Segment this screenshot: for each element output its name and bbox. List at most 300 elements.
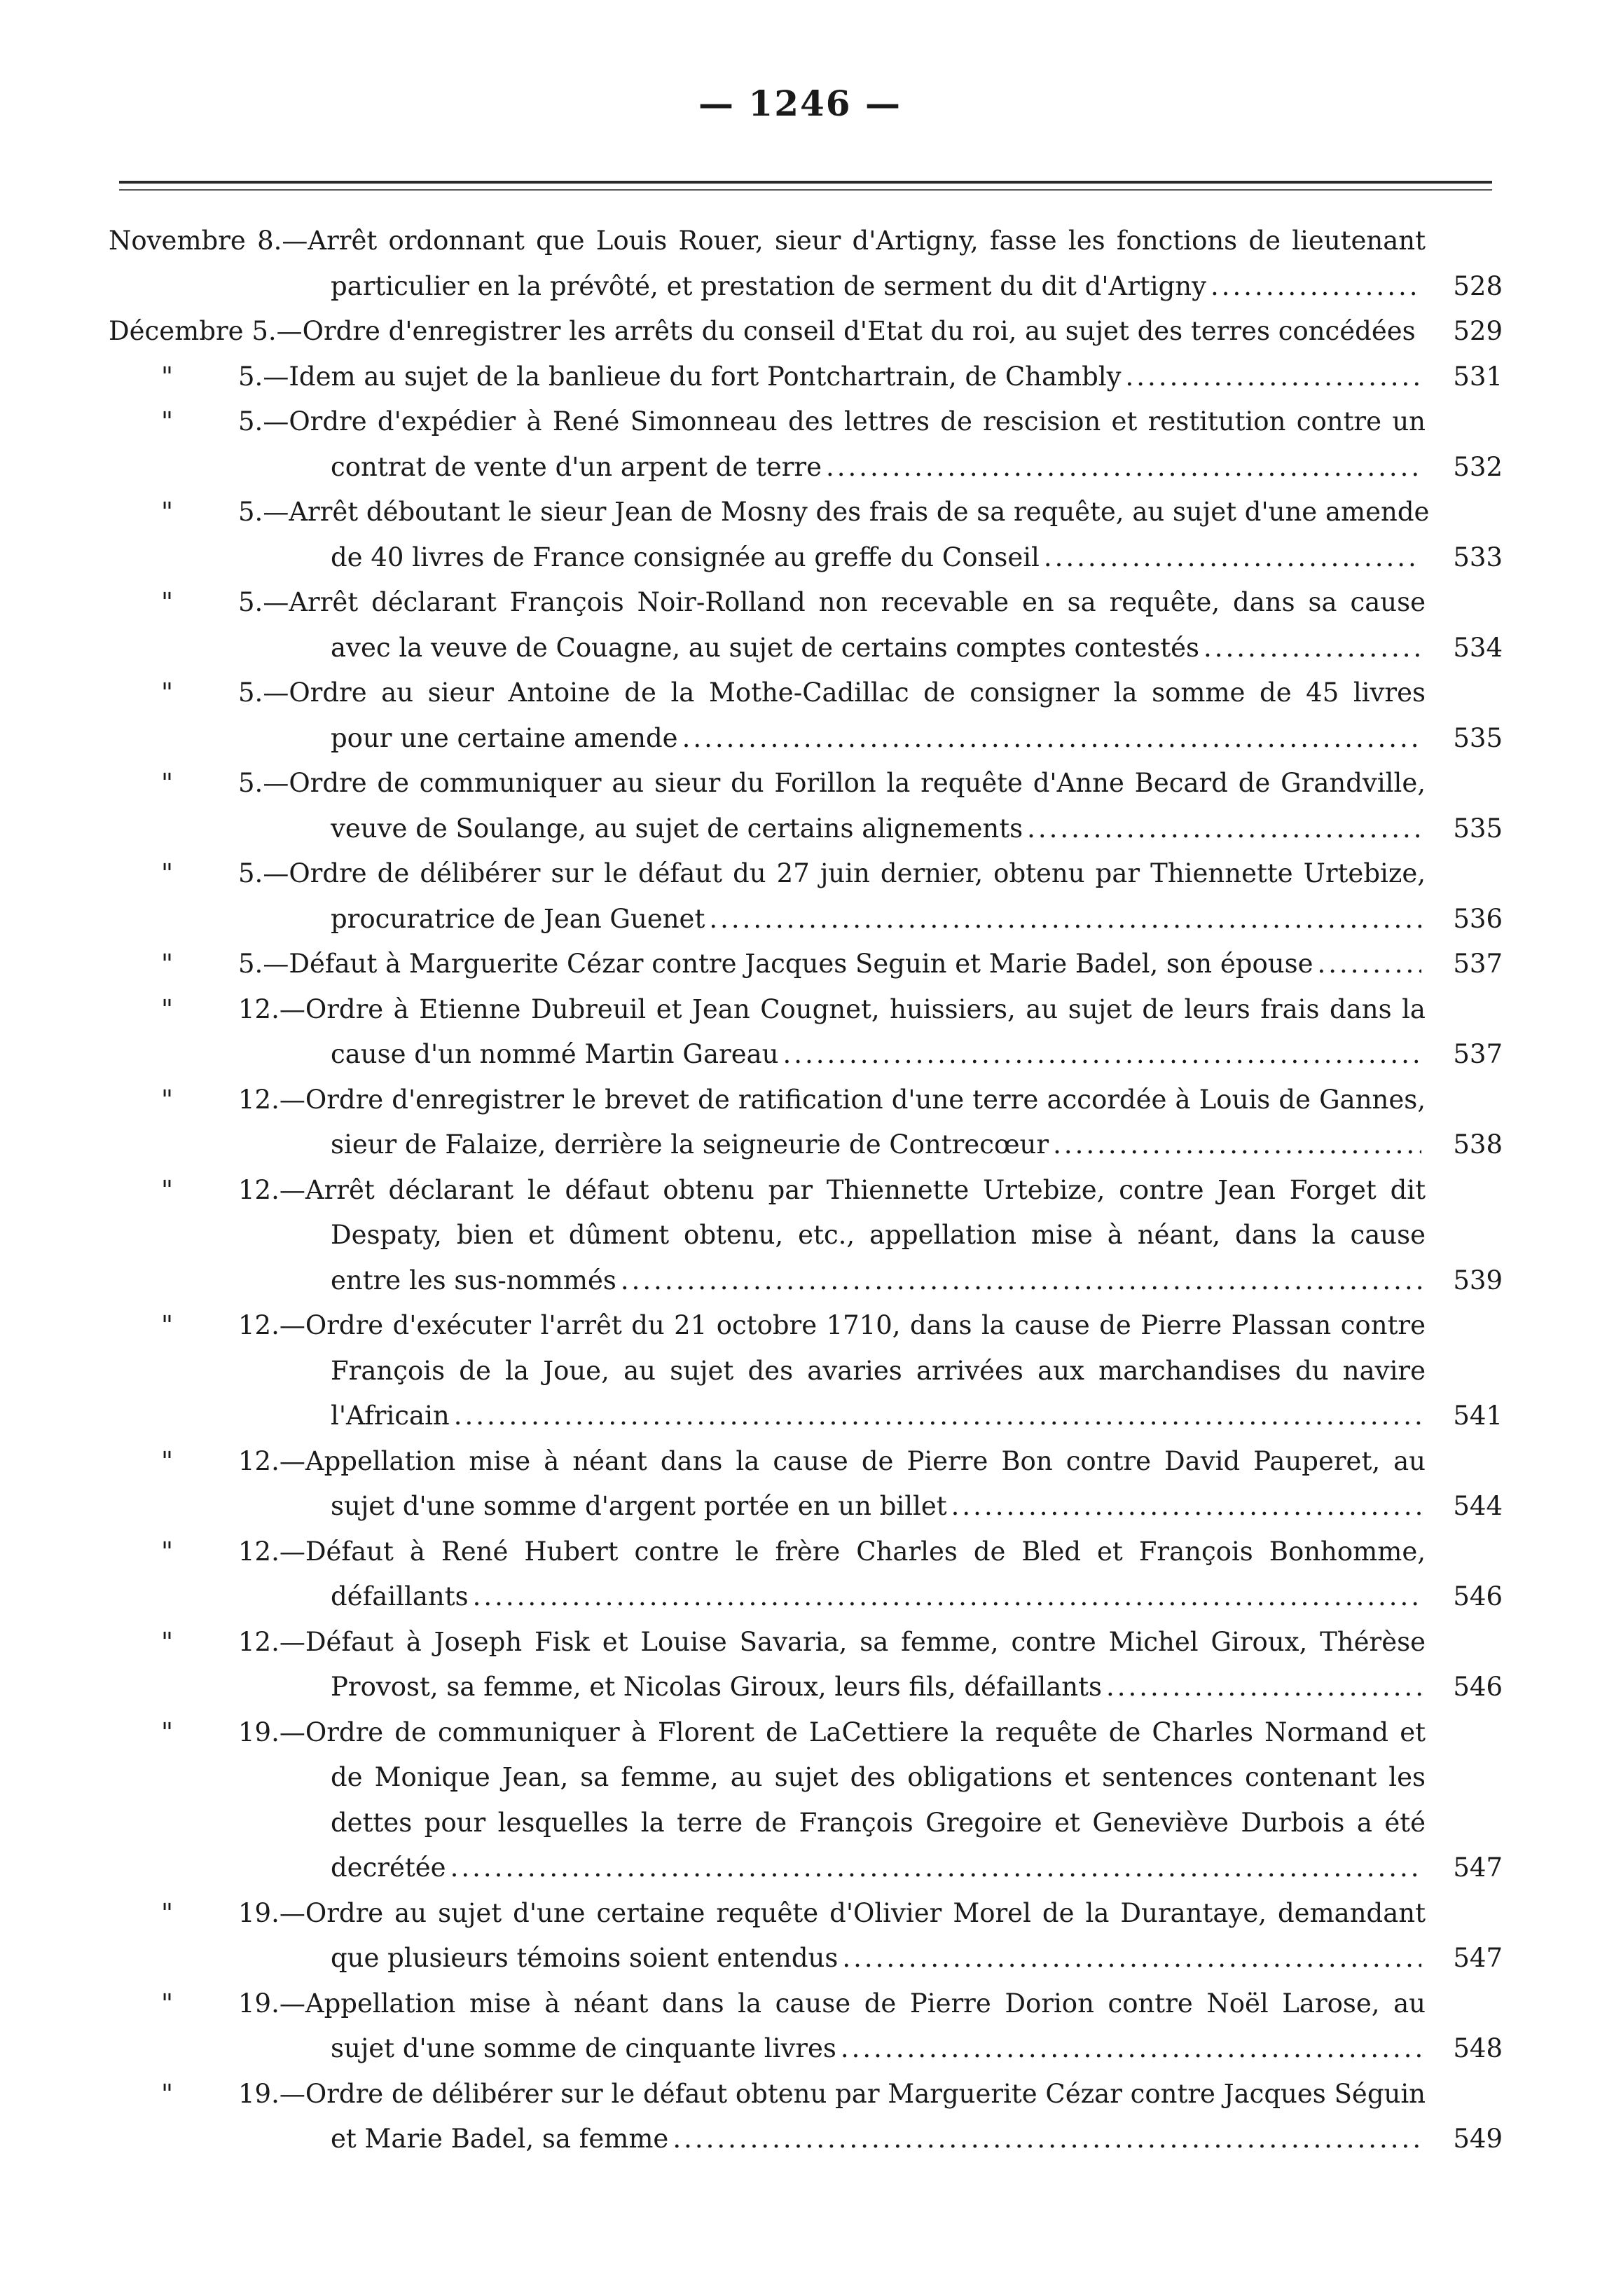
entry-continuation-line (331, 1755, 1426, 1801)
entry-first-line (109, 1981, 1426, 2027)
entry-21 (0, 2072, 1600, 2162)
entry-first-line (109, 1303, 1426, 1349)
entry-month: " (161, 678, 174, 708)
entry-leader-row (331, 1394, 1426, 1439)
entry-leader-row (331, 264, 1426, 310)
entry-16 (0, 1529, 1600, 1620)
entry-page-number: 546 (1453, 1672, 1503, 1702)
entry-leader-row (331, 2026, 1426, 2072)
entry-month: " (161, 587, 174, 617)
entry-line (0, 1936, 1600, 1981)
dot-leader (1027, 806, 1421, 852)
entry-line (0, 1168, 1600, 1214)
entry-day: 12 (238, 1536, 272, 1567)
entry-text: Défaut à Joseph Fisk et Louise Savaria, sa femme, contre Michel Giroux, Thérèse (305, 1626, 1426, 1657)
entry-first-line (109, 1078, 1426, 1123)
entry-dash: — (282, 226, 308, 256)
entry-first-line (109, 987, 1426, 1033)
entry-day: 5 (238, 768, 255, 798)
header-rule-thin (119, 189, 1492, 191)
entry-date: " 19.— (109, 1898, 305, 1928)
entry-continuation-line (331, 1845, 1426, 1891)
entry-9 (0, 851, 1600, 942)
entry-dash: — (279, 1084, 305, 1115)
header-rule (119, 181, 1492, 184)
entry-text: que plusieurs témoins soient entendus (331, 1943, 839, 1973)
entry-first-line (109, 1891, 1426, 1937)
entry-7 (0, 671, 1600, 761)
entry-15 (0, 1439, 1600, 1529)
entry-first-line (109, 1529, 1426, 1575)
entry-dash: — (279, 994, 305, 1024)
entry-date: " 5.— (109, 587, 289, 617)
entry-first-line (109, 580, 1426, 626)
entry-date: " 12.— (109, 1175, 305, 1205)
entry-month: " (161, 1897, 174, 1928)
entry-day: 5 (238, 497, 255, 527)
entry-date: " 19.— (109, 2079, 305, 2109)
entry-first-line (109, 1620, 1426, 1665)
entry-line (0, 1755, 1600, 1801)
entry-date: " 5.— (109, 768, 289, 798)
entry-leader-row (109, 309, 1426, 355)
entry-month: " (161, 1445, 174, 1476)
entry-19 (0, 1891, 1600, 1981)
entry-5 (0, 490, 1600, 580)
entry-dash: — (263, 949, 289, 979)
entry-day: 12 (238, 1626, 272, 1657)
entry-month: " (161, 1174, 174, 1205)
entry-leader-row (331, 2117, 1426, 2162)
entry-text: Ordre d'expédier à René Simonneau des lettres de rescision et restitution contre un (289, 406, 1426, 436)
entry-date: Décembre 5.— (109, 316, 303, 346)
entry-day: 8 (257, 226, 274, 256)
entry-month: " (161, 1717, 174, 1747)
entry-text: Ordre d'enregistrer le brevet de ratification d'une terre accordée à Louis de Gannes, (305, 1084, 1426, 1115)
entry-page-number: 549 (1453, 2124, 1503, 2154)
entry-3 (0, 355, 1600, 400)
entry-continuation-line (331, 1665, 1426, 1710)
dot-leader (1420, 309, 1421, 355)
entry-line (0, 1981, 1600, 2027)
entry-day: 5 (238, 406, 255, 436)
entry-text: sujet d'une somme d'argent portée en un billet (331, 1491, 947, 1521)
entry-continuation-line (331, 1258, 1426, 1304)
entry-month: " (161, 1536, 174, 1567)
entry-line (0, 1349, 1600, 1394)
entry-first-line (109, 2072, 1426, 2117)
entry-continuation-line (331, 445, 1426, 490)
entry-line (0, 445, 1600, 490)
entry-text: decrétée (331, 1852, 446, 1883)
entry-date: " 12.— (109, 1310, 305, 1340)
entry-8 (0, 761, 1600, 851)
entry-continuation-line (331, 1936, 1426, 1981)
entry-dash: — (279, 2078, 305, 2109)
entry-text: Ordre d'exécuter l'arrêt du 21 octobre 1710, dans la cause de Pierre Plassan contre (305, 1310, 1426, 1340)
entry-text: avec la veuve de Couagne, au sujet de certains comptes contestés (331, 632, 1200, 663)
entry-17 (0, 1620, 1600, 1710)
entry-leader-row (331, 1122, 1426, 1168)
entry-text: sujet d'une somme de cinquante livres (331, 2033, 836, 2063)
entry-line (0, 264, 1600, 310)
entry-page-number: 529 (1453, 316, 1503, 346)
dot-leader (473, 1574, 1421, 1620)
entry-day: 12 (238, 1445, 272, 1476)
entry-text: Ordre de délibérer sur le défaut du 27 juin dernier, obtenu par Thiennette Urtebize, (289, 858, 1426, 888)
entry-day: 19 (238, 1717, 272, 1747)
dot-leader (673, 2117, 1421, 2162)
entry-month: Décembre (109, 316, 244, 346)
entry-page-number: 548 (1453, 2033, 1503, 2063)
entry-page-number: 528 (1453, 270, 1503, 301)
entry-leader-row (331, 806, 1426, 852)
dot-leader (842, 1936, 1421, 1981)
entry-month: " (161, 994, 174, 1024)
entry-line (0, 1122, 1600, 1168)
entry-dash: — (279, 1897, 305, 1928)
entry-text: Ordre à Etienne Dubreuil et Jean Cougnet, huissiers, au sujet de leurs frais dans la (305, 994, 1426, 1024)
dot-leader (621, 1258, 1421, 1304)
entry-dash: — (263, 406, 289, 436)
entry-text: François de la Joue, au sujet des avaries arrivées aux marchandises du navire (331, 1355, 1426, 1386)
entry-date: " 5.— (109, 497, 289, 527)
entry-leader-row (331, 716, 1426, 762)
entry-dash: — (263, 858, 289, 888)
entry-month: " (161, 1310, 174, 1340)
entry-date: " 5.— (109, 949, 289, 979)
entry-line (0, 2026, 1600, 2072)
entry-page-number: 541 (1453, 1401, 1503, 1431)
entry-date: " 5.— (109, 858, 289, 888)
entry-page-number: 532 (1453, 451, 1503, 482)
entry-leader-row (331, 1936, 1426, 1981)
entry-day: 19 (238, 1988, 272, 2019)
entry-text: dettes pour lesquelles la terre de François Gregoire et Geneviève Durbois a été (331, 1807, 1426, 1838)
entry-leader-row (331, 1258, 1426, 1304)
entry-page-number: 538 (1453, 1129, 1503, 1160)
entry-page-number: 546 (1453, 1581, 1503, 1611)
dot-leader (951, 1484, 1421, 1529)
entry-day: 12 (238, 1174, 272, 1205)
entry-day: 12 (238, 1310, 272, 1340)
entry-continuation-line (331, 1574, 1426, 1620)
entry-text: Défaut à René Hubert contre le frère Charles de Bled et François Bonhomme, (305, 1536, 1426, 1567)
entry-1 (0, 219, 1600, 309)
entry-2 (0, 309, 1600, 355)
entry-text: et Marie Badel, sa femme (331, 2124, 669, 2154)
entry-line (0, 671, 1600, 716)
entry-first-line (109, 399, 1426, 445)
entry-first-line (109, 851, 1426, 897)
entry-text: de Monique Jean, sa femme, au sujet des obligations et sentences contenant les (331, 1762, 1426, 1792)
entry-month: " (161, 1084, 174, 1115)
entry-dash: — (279, 1310, 305, 1340)
entry-line (0, 1710, 1600, 1756)
dot-leader (1204, 626, 1421, 671)
entry-text: Arrêt déclarant le défaut obtenu par Thiennette Urtebize, contre Jean Forget dit (305, 1174, 1426, 1205)
entry-text: sieur de Falaize, derrière la seigneurie de Contrecœur (331, 1129, 1049, 1160)
entry-line (0, 1032, 1600, 1078)
entry-line (0, 399, 1600, 445)
dot-leader (1126, 355, 1421, 400)
entry-line (0, 355, 1600, 400)
entry-line (0, 1845, 1600, 1891)
entry-day: 5 (238, 361, 255, 392)
entry-leader-row (331, 1484, 1426, 1529)
entry-text: défaillants (331, 1581, 469, 1611)
entry-leader-row (331, 535, 1426, 581)
entry-leader-row (331, 1574, 1426, 1620)
entry-continuation-line (331, 806, 1426, 852)
entry-first-line (109, 1439, 1426, 1485)
entry-first-line (109, 355, 1426, 400)
entry-dash: — (279, 1536, 305, 1567)
entry-continuation-line (331, 1394, 1426, 1439)
entry-date: Novembre 8.— (109, 226, 308, 256)
entry-text: particulier en la prévôté, et prestation de serment du dit d'Artigny (331, 270, 1207, 301)
entry-text: Arrêt déboutant le sieur Jean de Mosny des frais de sa requête, au sujet d'une amende (289, 497, 1430, 527)
entry-13 (0, 1168, 1600, 1304)
entry-4 (0, 399, 1600, 490)
entry-date: " 5.— (109, 406, 289, 436)
entry-day: 5 (238, 587, 255, 617)
entry-line (0, 2117, 1600, 2162)
entry-dash: — (279, 1626, 305, 1657)
entry-text: Idem au sujet de la banlieue du fort Pontchartrain, de Chambly (289, 361, 1122, 392)
entry-text: Arrêt déclarant François Noir-Rolland non recevable en sa requête, dans sa cause (289, 587, 1426, 617)
entry-day: 19 (238, 2078, 272, 2109)
entry-first-line (109, 942, 1426, 987)
entry-first-line (109, 671, 1426, 716)
entry-text: Ordre d'enregistrer les arrêts du conseil d'Etat du roi, au sujet des terres concédées (302, 316, 1416, 346)
entry-month: " (161, 1988, 174, 2019)
entry-month: " (161, 768, 174, 798)
entry-month: " (161, 949, 174, 979)
entry-line (0, 1213, 1600, 1258)
entry-continuation-line (331, 1213, 1426, 1258)
entry-day: 5 (238, 858, 255, 888)
entry-leader-row (109, 942, 1426, 987)
entry-page-number: 544 (1453, 1491, 1503, 1521)
entry-dash: — (263, 587, 289, 617)
entry-page-number: 547 (1453, 1852, 1503, 1883)
dot-leader (1106, 1665, 1421, 1710)
entry-line (0, 580, 1600, 626)
entry-day: 12 (238, 1084, 272, 1115)
entry-month: " (161, 2078, 174, 2109)
dot-leader (1317, 942, 1421, 987)
entry-line (0, 490, 1600, 535)
entry-continuation-line (331, 716, 1426, 762)
entry-14 (0, 1303, 1600, 1439)
entry-leader-row (331, 626, 1426, 671)
dot-leader (1044, 535, 1421, 581)
entry-text: de 40 livres de France consignée au greffe du Conseil (331, 542, 1040, 572)
entry-10 (0, 942, 1600, 987)
entry-continuation-line (331, 1484, 1426, 1529)
entry-dash: — (279, 1717, 305, 1747)
entry-day: 5 (238, 949, 255, 979)
entry-dash: — (279, 1445, 305, 1476)
entry-dash: — (279, 1988, 305, 2019)
entry-text: entre les sus-nommés (331, 1265, 616, 1295)
entry-line (0, 1078, 1600, 1123)
entry-line (0, 1484, 1600, 1529)
entry-day: 19 (238, 1897, 272, 1928)
entry-date: " 12.— (109, 1085, 305, 1115)
page-number-header: — 1246 — (698, 83, 902, 124)
entry-leader-row (109, 355, 1426, 400)
entry-line (0, 761, 1600, 806)
entry-line (0, 1891, 1600, 1937)
entry-first-line (109, 309, 1426, 355)
entry-continuation-line (331, 1032, 1426, 1078)
entry-month: " (161, 858, 174, 888)
entry-first-line (109, 761, 1426, 806)
entry-line (0, 309, 1600, 355)
entry-line (0, 851, 1600, 897)
entry-date: " 19.— (109, 1988, 305, 2019)
dot-leader (454, 1394, 1421, 1439)
entry-page-number: 535 (1453, 722, 1503, 753)
dot-leader (682, 716, 1421, 762)
entry-text: cause d'un nommé Martin Gareau (331, 1039, 779, 1069)
dot-leader (841, 2026, 1421, 2072)
entry-text: Ordre au sujet d'une certaine requête d'Olivier Morel de la Durantaye, demandant (305, 1897, 1426, 1928)
entry-month: " (161, 406, 174, 436)
dot-leader (1053, 1122, 1421, 1168)
entry-date: " 5.— (109, 678, 289, 708)
entry-line (0, 1574, 1600, 1620)
entry-page-number: 539 (1453, 1265, 1503, 1295)
entry-line (0, 942, 1600, 987)
entry-continuation-line (331, 1801, 1426, 1846)
entry-day: 5 (251, 316, 268, 346)
entry-dash: — (263, 768, 289, 798)
entry-line (0, 2072, 1600, 2117)
entry-text: Ordre de délibérer sur le défaut obtenu par Marguerite Cézar contre Jacques Séguin (305, 2078, 1426, 2109)
entry-month: " (161, 361, 174, 392)
entry-text: Arrêt ordonnant que Louis Rouer, sieur d'Artigny, fasse les fonctions de lieutenant (308, 226, 1426, 256)
entries-list (0, 219, 1600, 2162)
entry-dash: — (276, 316, 303, 346)
entry-month: Novembre (109, 226, 246, 256)
entry-day: 5 (238, 678, 255, 708)
entry-text: veuve de Soulange, au sujet de certains alignements (331, 813, 1023, 844)
entry-line (0, 535, 1600, 581)
entry-line (0, 1394, 1600, 1439)
entry-dash: — (263, 361, 289, 392)
entry-leader-row (331, 1032, 1426, 1078)
entry-line (0, 1258, 1600, 1304)
entry-date: " 5.— (109, 362, 289, 392)
entry-leader-row (331, 897, 1426, 942)
entry-line (0, 626, 1600, 671)
entry-dash: — (263, 678, 289, 708)
entry-continuation-line (331, 1122, 1426, 1168)
entry-20 (0, 1981, 1600, 2072)
entry-first-line (109, 1710, 1426, 1756)
entry-continuation-line (331, 626, 1426, 671)
entry-line (0, 987, 1600, 1033)
dot-leader (782, 1032, 1421, 1078)
entry-day: 12 (238, 994, 272, 1024)
entry-6 (0, 580, 1600, 671)
entry-page-number: 535 (1453, 813, 1503, 844)
entry-date: " 12.— (109, 1446, 305, 1476)
entry-text: Appellation mise à néant dans la cause de Pierre Bon contre David Pauperet, au (305, 1445, 1426, 1476)
entry-date: " 12.— (109, 1627, 305, 1657)
entry-dash: — (263, 497, 289, 527)
entry-line (0, 1665, 1600, 1710)
entry-page-number: 537 (1453, 949, 1503, 979)
entry-text: Défaut à Marguerite Cézar contre Jacques Seguin et Marie Badel, son épouse (289, 949, 1313, 979)
entry-11 (0, 987, 1600, 1078)
entry-continuation-line (331, 1349, 1426, 1394)
entry-line (0, 1620, 1600, 1665)
entry-12 (0, 1078, 1600, 1168)
entry-line (0, 219, 1600, 264)
entry-month: " (161, 497, 174, 527)
entry-continuation-line (331, 264, 1426, 310)
entry-page-number: 534 (1453, 632, 1503, 663)
entry-continuation-line (331, 2026, 1426, 2072)
entry-page-number: 547 (1453, 1943, 1503, 1973)
entry-line (0, 1439, 1600, 1485)
entry-dash: — (279, 1174, 305, 1205)
entry-first-line (109, 490, 1430, 535)
entry-date: " 12.— (109, 1537, 305, 1567)
entry-continuation-line (331, 897, 1426, 942)
entry-date: " 19.— (109, 1717, 305, 1747)
entry-text: Ordre de communiquer au sieur du Forillon la requête d'Anne Becard de Grandville, (289, 768, 1426, 798)
entry-page-number: 536 (1453, 903, 1503, 934)
entry-text: procuratrice de Jean Guenet (331, 903, 705, 934)
entry-page-number: 533 (1453, 542, 1503, 572)
entry-text: Ordre au sieur Antoine de la Mothe-Cadillac de consigner la somme de 45 livres (289, 678, 1426, 708)
entry-page-number: 537 (1453, 1039, 1503, 1069)
dot-leader (709, 897, 1421, 942)
entry-continuation-line (331, 535, 1426, 581)
entry-leader-row (331, 445, 1426, 490)
entry-text: Despaty, bien et dûment obtenu, etc., appellation mise à néant, dans la cause (331, 1220, 1426, 1250)
dot-leader (450, 1845, 1421, 1891)
entry-text: Provost, sa femme, et Nicolas Giroux, leurs fils, défaillants (331, 1672, 1102, 1702)
entry-line (0, 1303, 1600, 1349)
entry-text: pour une certaine amende (331, 722, 678, 753)
entry-text: Ordre de communiquer à Florent de LaCettiere la requête de Charles Normand et (305, 1717, 1426, 1747)
entry-month: " (161, 1626, 174, 1657)
entry-first-line (109, 219, 1426, 264)
entry-text: l'Africain (331, 1401, 450, 1431)
entry-leader-row (331, 1665, 1426, 1710)
entry-18 (0, 1710, 1600, 1891)
entry-line (0, 897, 1600, 942)
entry-line (0, 1801, 1600, 1846)
entry-continuation-line (331, 2117, 1426, 2162)
entry-text: Appellation mise à néant dans la cause de Pierre Dorion contre Noël Larose, au (305, 1988, 1426, 2019)
entry-date: " 12.— (109, 994, 305, 1024)
dot-leader (1211, 264, 1421, 310)
entry-text: contrat de vente d'un arpent de terre (331, 451, 822, 482)
entry-line (0, 716, 1600, 762)
entry-leader-row (331, 1845, 1426, 1891)
entry-page-number: 531 (1453, 361, 1503, 392)
entry-line (0, 806, 1600, 852)
entry-first-line (109, 1168, 1426, 1214)
dot-leader (826, 445, 1421, 490)
